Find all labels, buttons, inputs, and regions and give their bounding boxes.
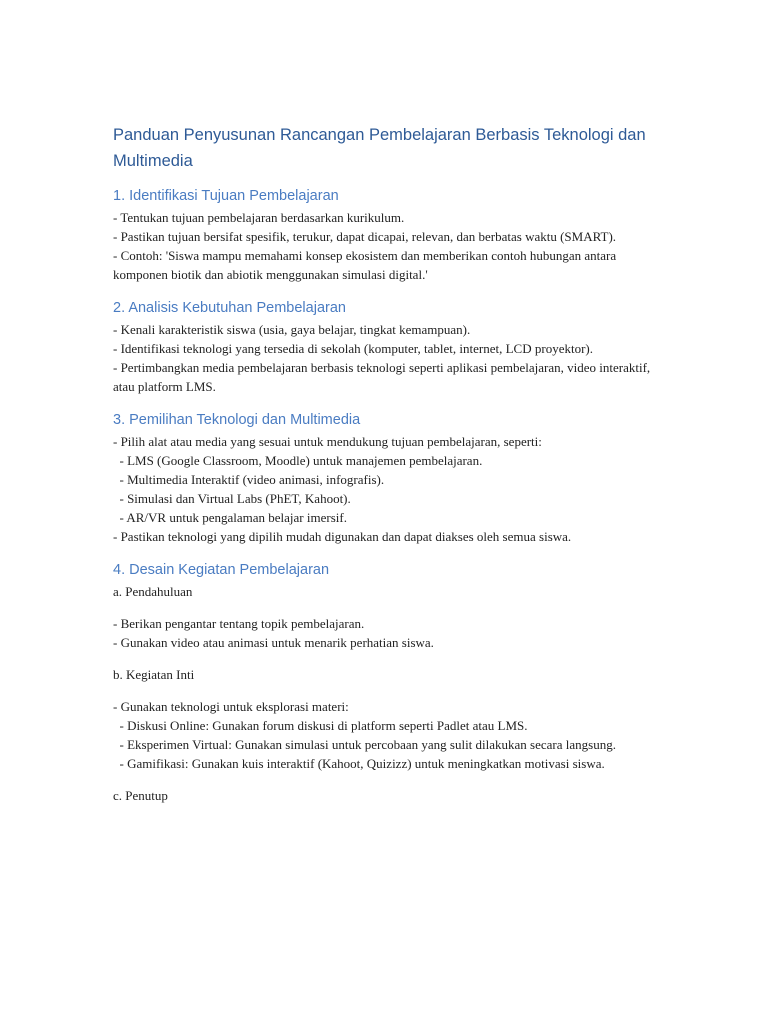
document-title: Panduan Penyusunan Rancangan Pembelajaran Berbasis Teknologi dan Multimedia	[113, 126, 646, 170]
section-heading: 3. Pemilihan Teknologi dan Multimedia	[113, 412, 361, 428]
text-line: - Multimedia Interaktif (video animasi, infografis).	[113, 472, 385, 487]
text-line: - Identifikasi teknologi yang tersedia di sekolah (komputer, tablet, internet, LCD proyektor).	[113, 341, 593, 356]
document-page	[113, 122, 663, 819]
section-desain	[113, 560, 663, 805]
text-line: - Pastikan teknologi yang dipilih mudah digunakan dan dapat diakses oleh semua siswa.	[113, 529, 572, 544]
text-line: - Diskusi Online: Gunakan forum diskusi di platform seperti Padlet atau LMS.	[113, 718, 528, 733]
text-line: - Pertimbangkan media pembelajaran berbasis teknologi seperti aplikasi pembelajaran, video interaktif, atau platform LMS.	[113, 360, 654, 394]
inti-block	[113, 697, 663, 773]
text-line: - AR/VR untuk pengalaman belajar imersif.	[113, 510, 347, 525]
text-line: - Gunakan teknologi untuk eksplorasi materi:	[113, 699, 349, 714]
text-line: - Tentukan tujuan pembelajaran berdasarkan kurikulum.	[113, 210, 405, 225]
section-pemilihan	[113, 410, 663, 546]
section-analisis	[113, 298, 663, 396]
pendahuluan-block	[113, 614, 663, 652]
section-heading: 4. Desain Kegiatan Pembelajaran	[113, 562, 330, 578]
section-identifikasi	[113, 186, 663, 284]
text-line: - LMS (Google Classroom, Moodle) untuk manajemen pembelajaran.	[113, 453, 483, 468]
text-line: - Gunakan video atau animasi untuk menarik perhatian siswa.	[113, 635, 434, 650]
text-line: - Simulasi dan Virtual Labs (PhET, Kahoot).	[113, 491, 351, 506]
text-line: - Contoh: 'Siswa mampu memahami konsep ekosistem dan memberikan contoh hubungan antara komponen biotik dan abiotik menggunakan simulasi digital.'	[113, 248, 620, 282]
text-line: - Pilih alat atau media yang sesuai untuk mendukung tujuan pembelajaran, seperti:	[113, 434, 542, 449]
section-heading: 2. Analisis Kebutuhan Pembelajaran	[113, 300, 346, 316]
text-line: - Kenali karakteristik siswa (usia, gaya belajar, tingkat kemampuan).	[113, 322, 471, 337]
text-line: - Eksperimen Virtual: Gunakan simulasi untuk percobaan yang sulit dilakukan secara langsung.	[113, 737, 616, 752]
subsection-label-pendahuluan: a. Pendahuluan	[113, 584, 193, 599]
section-heading: 1. Identifikasi Tujuan Pembelajaran	[113, 188, 339, 204]
text-line: - Pastikan tujuan bersifat spesifik, terukur, dapat dicapai, relevan, dan berbatas waktu (SMART).	[113, 229, 617, 244]
text-line: - Gamifikasi: Gunakan kuis interaktif (Kahoot, Quizizz) untuk meningkatkan motivasi siswa.	[113, 756, 605, 771]
subsection-label-inti: b. Kegiatan Inti	[113, 667, 195, 682]
text-line: - Berikan pengantar tentang topik pembelajaran.	[113, 616, 365, 631]
subsection-label-penutup: c. Penutup	[113, 788, 168, 803]
